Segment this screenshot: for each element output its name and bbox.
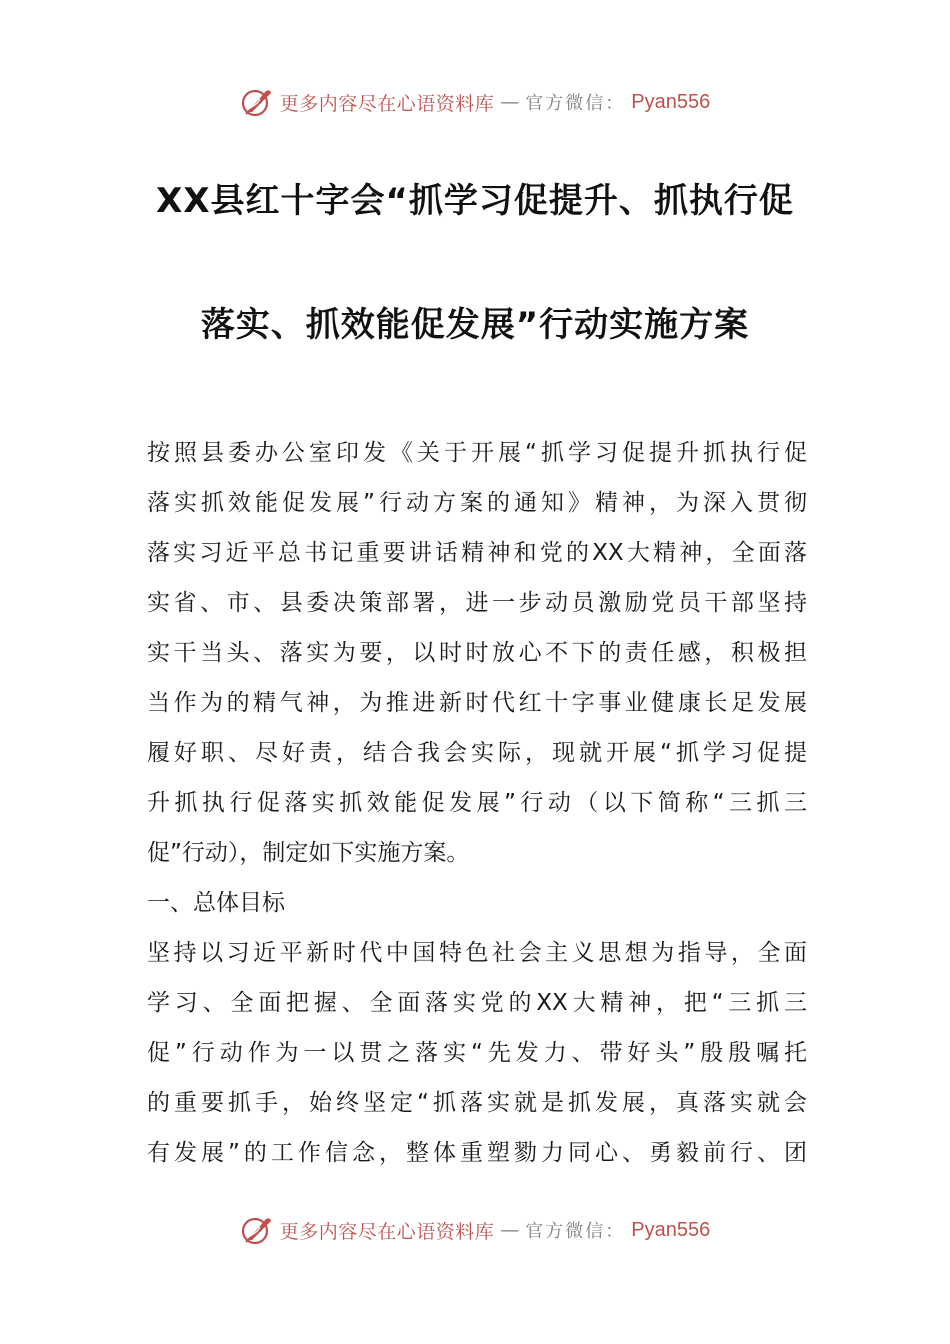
document-title-line-1: XX县红十字会“抓学习促提升、抓执行促 [156, 181, 794, 221]
watermark-text: 更多内容尽在心语资料库 [279, 1220, 495, 1243]
paragraph-line: 实干当头、落实为要，以时时放心不下的责任感，积极担 [147, 640, 807, 666]
paragraph-line: 有发展”的工作信念，整体重塑勠力同心、勇毅前行、团 [147, 1140, 807, 1166]
watermark-wechat-label: 官方微信： [525, 1221, 626, 1242]
watermark-text: 更多内容尽在心语资料库 [279, 92, 495, 115]
watermark-wechat-id: Pyan556 [631, 1218, 711, 1241]
feather-pen-logo-icon [240, 85, 274, 119]
footer-watermark [0, 1210, 950, 1250]
paragraph-line: 的重要抓手，始终坚定“抓落实就是抓发展，真落实就会 [147, 1090, 807, 1116]
watermark-separator: — [500, 91, 520, 113]
paragraph-line: 促”行动作为一以贯之落实“先发力、带好头”殷殷嘱托 [147, 1040, 807, 1066]
paragraph-line: 促”行动），制定如下实施方案。 [147, 840, 470, 866]
paragraph-line: 履好职、尽好责，结合我会实际，现就开展“抓学习促提 [147, 740, 807, 766]
document-body [147, 428, 807, 1178]
watermark-separator: — [500, 1219, 520, 1241]
watermark-wechat-label: 官方微信： [525, 93, 626, 114]
paragraph-line: 按照县委办公室印发《关于开展“抓学习促提升抓执行促 [147, 440, 807, 466]
header-watermark [0, 82, 950, 122]
paragraph-line: 实省、市、县委决策部署，进一步动员激励党员干部坚持 [147, 590, 807, 616]
paragraph-line: 坚持以习近平新时代中国特色社会主义思想为指导，全面 [147, 940, 807, 966]
paragraph-line: 学习、全面把握、全面落实党的XX大精神，把“三抓三 [147, 990, 807, 1016]
watermark-wechat-id: Pyan556 [631, 90, 711, 113]
document-title-line-2: 落实、抓效能促发展”行动实施方案 [200, 305, 750, 345]
paragraph-line: 当作为的精气神，为推进新时代红十字事业健康长足发展 [147, 690, 807, 716]
feather-pen-logo-icon [240, 1213, 274, 1247]
section-heading: 一、总体目标 [147, 890, 285, 916]
paragraph-line: 升抓执行促落实抓效能促发展”行动（以下简称“三抓三 [147, 790, 807, 816]
paragraph-line: 落实抓效能促发展”行动方案的通知》精神，为深入贯彻 [147, 490, 807, 516]
paragraph-line: 落实习近平总书记重要讲话精神和党的XX大精神，全面落 [147, 540, 807, 566]
